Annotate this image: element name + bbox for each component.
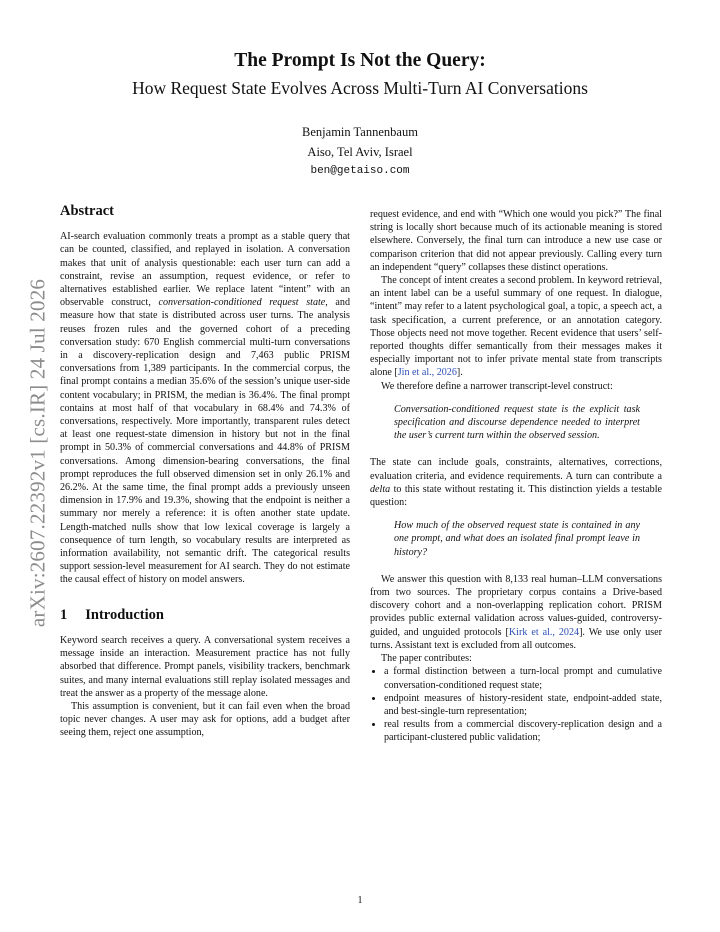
arxiv-identifier: arXiv:2607.22392v1 [cs.IR] 24 Jul 2026 bbox=[25, 278, 50, 628]
right-paragraph-6: The paper contributes: bbox=[381, 653, 472, 665]
introduction-heading: 1 Introduction bbox=[60, 606, 164, 623]
section-number: 1 bbox=[60, 606, 68, 623]
author-affiliation: Aiso, Tel Aviv, Israel bbox=[307, 145, 413, 159]
contributions-list bbox=[370, 665, 662, 744]
right-paragraph-5: We answer this question with 8,133 real human–LLM conversations from two sources. The proprietary corpus contains a Drive-based discovery cohort and a non-overlapping replication cohort. PRISM provides public external validation across values-guided, controversy-guided, and unguided protocols [Kirk et al., 2024]. We use only user turns. Assistant text is excluded from all outcomes. bbox=[370, 573, 662, 651]
citation-jin-2026[interactable]: Jin et al., 2026 bbox=[397, 367, 457, 379]
intro-paragraph-1: Keyword search receives a query. A conversational system receives a message inside an interaction. Measurement practice has not fully absorbed that difference. Prompt panels, visibility trackers, benchmark suites, and many internal evaluations still replay isolated messages and treat the answer as a property of the message alone. bbox=[60, 634, 350, 699]
paper-subtitle: How Request State Evolves Across Multi-Turn AI Conversations bbox=[132, 78, 588, 98]
right-paragraph-1: request evidence, and end with “Which one would you pick?” The final string is locally short because much of its actionable meaning is stored elsewhere. Conversely, the final turn can introduce a new use case or comparison criterion that did not appear previously. Calling every turn an independent “query” collapses these distinct operations. bbox=[370, 209, 662, 273]
abstract-paragraph: AI-search evaluation commonly treats a prompt as a stable query that can be counted, classified, and replayed in isolation. A conversation makes that unit of analysis questionable: each user turn can add a constraint, revise an assumption, request evidence, or refer to alternatives established earlier. We replace latent “intent” with an observable construct, conversation-conditioned request state, and measure how that state is distributed across user turns. The analysis reuses frozen rules and the governed cohort of a preceding conversation study: 670 English commercial multi-turn conversations in a discovery-replication design and 7,463 public PRISM conversations from 1,389 participants. In the commercial corpus, the final prompt contains a median 35.6% of the session’s unique user-side content vocabulary; in PRISM, the median is 36.4%. The final prompt contains at most half of that vocabulary in 68.4% and 74.3% of conversations, respectively. More importantly, transparent rules detect at least one request-state dimension in history but not in the final prompt in 50.3% of commercial conversations and 44.8% of PRISM conversations. Among dimension-bearing conversations, the final prompt reproduces the full observed dimension set in only 26.1% and 26.2%. At the same time, the final prompt adds a previously unseen dimension in 17.9% and 19.3%, showing that the endpoint is neither a summary nor merely a reference: it is often another state update. Length-matched nulls show that low lexical coverage is largely a consequence of turn length, so vocabulary results are interpreted as information availability, not semantic drift. The categorical results support session-level measurement for AI search. They do not estimate the causal effect of history on model answers. bbox=[60, 231, 350, 586]
contribution-item: • a formal distinction between a turn-local prompt and cumulative conversation-conditioned request state; bbox=[384, 665, 662, 691]
left-column bbox=[60, 205, 350, 740]
right-column bbox=[370, 208, 662, 745]
abstract-heading: Abstract bbox=[60, 203, 114, 219]
intro-paragraph-2: This assumption is convenient, but it can fail even when the broad topic never changes. A user may ask for options, add a budget after seeing them, reject one assumption, bbox=[60, 700, 350, 739]
right-paragraph-2: The concept of intent creates a second problem. In keyword retrieval, an intent label can be a useful summary of one request. In dialogue, “intent” may refer to a latent psychological goal, a topic, a speech act, a task specification, a current preference, or an annotation category. Those objects need not move together. Recent evidence that users’ self-reported thoughts differ semantically from their messages makes it especially important not to infer private mental state from transcripts alone [Jin et al., 2026]. bbox=[370, 275, 662, 379]
author-name: Benjamin Tannenbaum bbox=[302, 125, 418, 139]
abstract-emphasis: conversation-conditioned request state bbox=[158, 297, 326, 309]
contribution-item: • real results from a commercial discovery-replication design and a participant-clustered public validation; bbox=[384, 718, 662, 744]
author-email[interactable]: ben@getaiso.com bbox=[310, 165, 410, 177]
arxiv-identifier-sidebar bbox=[24, 238, 52, 668]
right-paragraph-3: We therefore define a narrower transcript-level construct: bbox=[381, 380, 613, 392]
definition-quote: Conversation-conditioned request state is the explicit task specification and discourse dependence needed to interpret the user’s current turn within the observed session. bbox=[394, 403, 640, 442]
contribution-item: • endpoint measures of history-resident state, endpoint-added state, and best-single-turn representation; bbox=[384, 692, 662, 718]
citation-kirk-2024[interactable]: Kirk et al., 2024 bbox=[508, 626, 580, 638]
paper-title: The Prompt Is Not the Query: bbox=[234, 50, 486, 71]
right-paragraph-4: The state can include goals, constraints, alternatives, corrections, evaluation criteria, and evidence requirements. A turn can contribute a delta to this state without restating it. This distinction yields a testable question: bbox=[370, 457, 662, 509]
delta-emphasis: delta bbox=[370, 483, 391, 495]
question-quote: How much of the observed request state is contained in any one prompt, and what does an isolated final prompt leave in history? bbox=[394, 520, 640, 558]
page-number: 1 bbox=[357, 895, 363, 906]
